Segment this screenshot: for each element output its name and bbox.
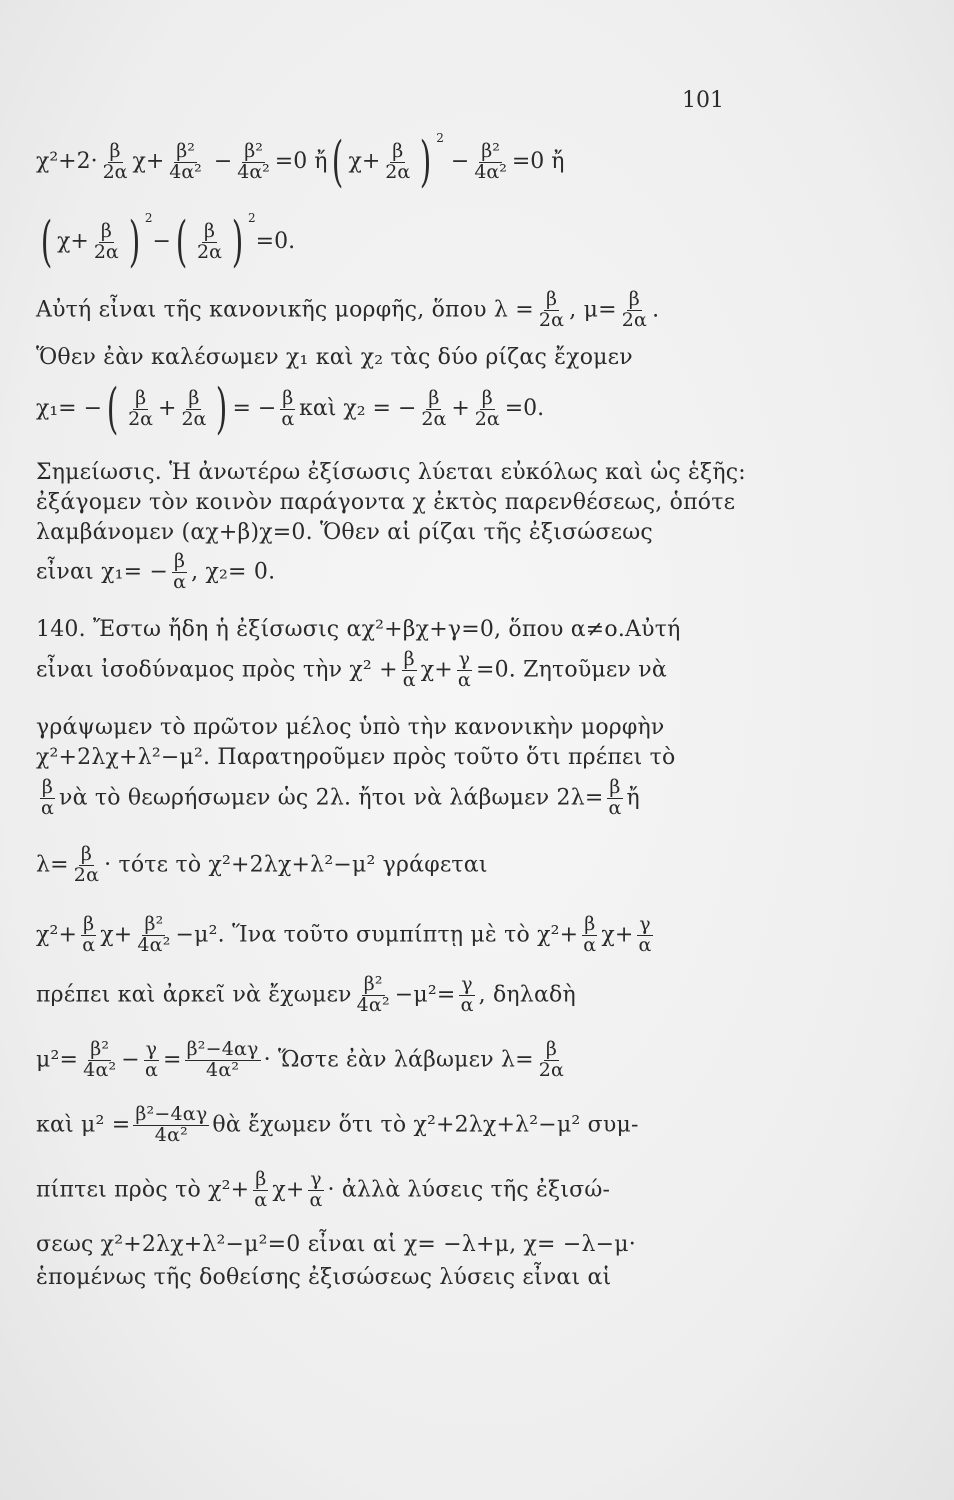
fraction: $\frac{\text{β²−4αγ}}{\text{4α²}}$	[135, 1103, 208, 1146]
fraction: $\frac{\beta}{2\alpha}$	[621, 288, 648, 331]
fraction: $\frac{\beta}{2\alpha}$	[102, 139, 128, 183]
eq-term: χ²+2·	[36, 149, 98, 174]
text-line: ἑπομένως τῆς δοθείσης ἐξισώσεως λύσεις εἶναι αἱ	[36, 1265, 612, 1290]
fraction: $\frac{\beta}{2\alpha}$	[93, 219, 119, 263]
text-line: $\frac{\beta}{\alpha}$ νὰ τὸ θεωρήσωμεν ὡς 2λ. ἤτοι νὰ λάβωμεν 2λ= $\frac{\beta}{\alpha}$ ἤ	[41, 776, 640, 819]
fraction: $\frac{\beta}{\alpha}$	[608, 776, 622, 819]
fraction: $\frac{\beta}{\alpha}$	[254, 1168, 268, 1211]
text-line: πίπτει πρὸς τὸ χ²+ $\frac{\beta}{\alpha}$ χ+ $\frac{\gamma}{\alpha}$ · ἀλλὰ λύσεις τῆς ἐξισώ-	[36, 1168, 611, 1211]
fraction: $\frac{\beta}{2\alpha}$	[128, 386, 154, 430]
fraction: $\frac{\gamma}{\alpha}$	[144, 1038, 158, 1081]
fraction: $\frac{\text{β²−4αγ}}{\text{4α²}}$	[186, 1038, 259, 1081]
fraction: $\frac{\text{β²}}{\text{4α²}}$	[474, 139, 507, 183]
fraction: $\frac{\text{β²}}{\text{4α²}}$	[356, 973, 390, 1016]
fraction: $\frac{\text{β²}}{\text{4α²}}$	[83, 1038, 117, 1081]
text-line: Αὐτή εἶναι τῆς κανονικῆς μορφῆς, ὅπου λ = $\frac{\beta}{2\alpha}$ , μ= $\frac{\beta}{2\alpha}$ .	[36, 288, 660, 331]
fraction: $\frac{\beta}{2\alpha}$	[73, 843, 100, 886]
fraction: $\frac{\text{β²}}{\text{4α²}}$	[237, 139, 270, 183]
page-number: 101	[682, 88, 724, 113]
fraction: $\frac{\gamma}{\alpha}$	[638, 913, 652, 956]
text-line: λ= $\frac{\beta}{2\alpha}$ · τότε τὸ χ²+2λχ+λ²−μ² γράφεται	[36, 843, 488, 886]
text-line: καὶ μ² = $\frac{\text{β²−4αγ}}{\text{4α²}}$ θὰ ἔχωμεν ὅτι τὸ χ²+2λχ+λ²−μ² συμ-	[36, 1103, 639, 1146]
equation-difference-of-squares: ( χ+ $\frac{\beta}{2\alpha}$ ) $^2$−( $\frac{\beta}{2\alpha}$ ) $^2$=0.	[40, 210, 296, 273]
text-line: σεως χ²+2λχ+λ²−μ²=0 εἶναι αἱ χ= −λ+μ, χ= −λ−μ·	[36, 1232, 636, 1257]
text-line: Σημείωσις. Ἡ ἀνωτέρω ἐξίσωσις λύεται εὐκόλως καὶ ὡς ἑξῆς:	[36, 460, 746, 485]
text-line: εἶναι ἰσοδύναμος πρὸς τὴν χ² + $\frac{\beta}{\alpha}$ χ+ $\frac{\gamma}{\alpha}$ =0. Ζητοῦμεν νὰ	[36, 648, 667, 691]
text-line: πρέπει καὶ ἀρκεῖ νὰ ἔχωμεν $\frac{\text{β²}}{\text{4α²}}$ −μ²= $\frac{\gamma}{\alpha}$ , δηλαδὴ	[36, 973, 576, 1016]
text-line: γράψωμεν τὸ πρῶτον μέλος ὑπὸ τὴν κανονικὴν μορφὴν	[36, 715, 665, 740]
fraction: $\frac{\text{β²}}{\text{4α²}}$	[137, 913, 171, 956]
fraction: $\frac{\beta}{2\alpha}$	[197, 219, 222, 263]
fraction: $\frac{\beta}{2\alpha}$	[474, 386, 500, 430]
text-line: χ²+2λχ+λ²−μ². Παρατηροῦμεν πρὸς τοῦτο ὅτι πρέπει τὸ	[36, 745, 676, 770]
fraction: $\frac{\beta}{\alpha}$	[173, 550, 187, 593]
fraction: $\frac{\text{β²}}{\text{4α²}}$	[169, 139, 202, 183]
section-140-start: 140. Ἔστω ἤδη ἡ ἐξίσωσις αχ²+βχ+γ=0, ὅπου α≠ο.Αὐτή	[36, 617, 681, 642]
fraction: $\frac{\beta}{2\alpha}$	[538, 288, 565, 331]
fraction: $\frac{\beta}{\alpha}$	[583, 913, 597, 956]
fraction: $\frac{\gamma}{\alpha}$	[457, 648, 471, 691]
fraction: $\frac{\beta}{2\alpha}$	[385, 139, 411, 183]
fraction: $\frac{\gamma}{\alpha}$	[309, 1168, 323, 1211]
fraction: $\frac{\beta}{\alpha}$	[281, 386, 295, 430]
fraction: $\frac{\beta}{2\alpha}$	[181, 386, 207, 430]
text-line: χ²+ $\frac{\beta}{\alpha}$ χ+ $\frac{\text{β²}}{\text{4α²}}$ −μ². Ἵνα τοῦτο συμπίπτῃ μὲ τὸ χ²+ $\frac{\beta}{\alpha}$ χ+ $\frac{\gamma}{\alpha}$	[36, 913, 652, 956]
text-line: μ²= $\frac{\text{β²}}{\text{4α²}}$ − $\frac{\gamma}{\alpha}$ = $\frac{\text{β²−4αγ}}{\text{4α²}}$ · Ὥστε ἐὰν λάβωμεν λ= $\frac{\beta}{2\alpha}$	[36, 1038, 565, 1081]
text-line: λαμβάνομεν (αχ+β)χ=0. Ὅθεν αἱ ρίζαι τῆς ἐξισώσεως	[36, 520, 653, 545]
fraction: $\frac{\beta}{2\alpha}$	[421, 386, 447, 430]
text-line: ἐξάγομεν τὸν κοινὸν παράγοντα χ ἐκτὸς παρενθέσεως, ὁπότε	[36, 490, 736, 515]
text-line: Ὅθεν ἐὰν καλέσωμεν χ₁ καὶ χ₂ τὰς δύο ρίζας ἔχομεν	[36, 345, 633, 370]
fraction: $\frac{\beta}{\alpha}$	[402, 648, 416, 691]
equation-completing-square: χ²+2· $\frac{\beta}{2\alpha}$ χ+ $\frac{\text{β²}}{\text{4α²}}$ − $\frac{\text{β²}}{\text{4α²}}$ =0 ἤ( χ+ $\frac{\beta}{2\alpha}$ ) $^2$ − $\frac{\text{β²}}{\text{4α²}}$ =0 ἤ	[36, 130, 565, 193]
equation-roots: χ₁= −( $\frac{\beta}{2\alpha}$ + $\frac{\beta}{2\alpha}$ ) = − $\frac{\beta}{\alpha}$ καὶ χ₂ = − $\frac{\beta}{2\alpha}$ + $\frac{\beta}{2\alpha}$ =0.	[36, 377, 545, 440]
text-line: εἶναι χ₁= − $\frac{\beta}{\alpha}$ , χ₂= 0.	[36, 550, 276, 593]
fraction: $\frac{\beta}{2\alpha}$	[538, 1038, 565, 1081]
fraction: $\frac{\gamma}{\alpha}$	[460, 973, 474, 1016]
eq-term: χ+	[132, 149, 165, 174]
fraction: $\frac{\beta}{\alpha}$	[41, 776, 55, 819]
eq-term: =0 ἤ	[274, 149, 328, 174]
fraction: $\frac{\beta}{\alpha}$	[82, 913, 96, 956]
